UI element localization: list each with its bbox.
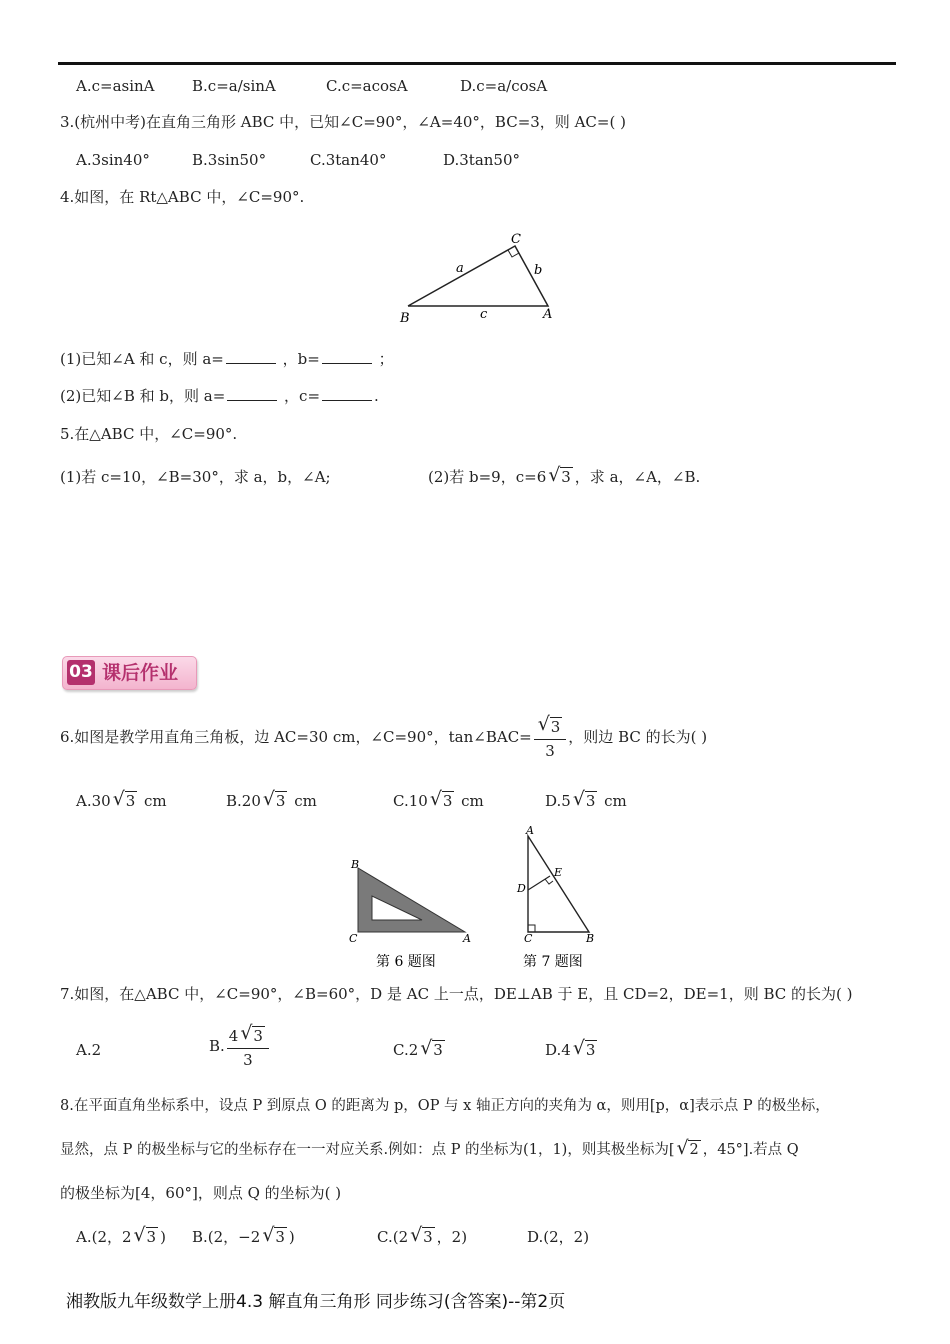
q6-option-a: A.30 √ 3 cm (76, 788, 167, 810)
section-badge (62, 656, 197, 690)
q4-part1-blank-a (226, 349, 276, 364)
q4-part1 (60, 349, 394, 369)
q4-label-side-c: c (480, 307, 488, 322)
q4-part1-text: (1)已知∠A 和 c，则 a= (60, 350, 224, 368)
q8-option-b: B.(2，−2 √ 3 ) (192, 1224, 295, 1246)
fig6-label-b: B (351, 858, 360, 871)
q3-option-b: B.3sin50° (192, 151, 267, 169)
q4-label-side-b: b (534, 263, 543, 278)
q6-option-b: B.20 √ 3 cm (226, 788, 317, 810)
fig7-de-segment (528, 876, 550, 890)
q6-option-d: D.5 √ 3 cm (545, 788, 627, 810)
q4-part1-text-b: ，b= (282, 350, 320, 368)
q5-stem: 5.在△ABC 中，∠C=90°. (60, 425, 238, 443)
q6-frac-radicand: 3 (550, 717, 561, 736)
header-rule (58, 62, 896, 65)
sqrt-symbol: √ 3 (548, 464, 571, 486)
q7-option-b: B. 4 √ 3 3 (209, 1024, 271, 1070)
fig7-label-b: B (586, 932, 595, 945)
q7-stem: 7.如图，在△ABC 中，∠C=90°，∠B=60°，D 是 AC 上一点，DE⊥AB 于 E，且 CD=2，DE=1，则 BC 的长为( ) (60, 985, 853, 1003)
q4-label-b-vertex: B (400, 311, 410, 326)
fig7-right-angle-c (528, 925, 535, 932)
fig6-label-c: C (349, 932, 358, 945)
q3-option-c: C.3tan40° (310, 151, 387, 169)
q4-label-c-vertex: C (511, 232, 521, 247)
q2-option-d: D.c=a/cosA (460, 77, 548, 95)
q8-line2: 显然，点 P 的极坐标与它的坐标存在一一对应关系.例如：点 P 的坐标为(1，1)，则其极坐标为[ √ 2 ，45°].若点 Q (60, 1137, 799, 1159)
fig6-label-a: A (463, 932, 471, 945)
q5-part1: (1)若 c=10，∠B=30°，求 a，b，∠A; (60, 468, 331, 486)
fig7-caption: 第 7 题图 (523, 954, 583, 970)
q4-triangle-figure (390, 228, 570, 328)
q3-option-d: D.3tan50° (443, 151, 521, 169)
q8-option-c: C.(2 √ 3 ，2) (377, 1224, 468, 1246)
q4-triangle (408, 246, 548, 306)
q3-option-a: A.3sin40° (76, 151, 150, 169)
fig7-label-a: A (526, 824, 534, 837)
q6-stem-text: 6.如图是教学用直角三角板，边 AC=30 cm，∠C=90°，tan∠BAC= (60, 728, 532, 746)
q6-stem (60, 714, 707, 761)
q7-option-c: C.2 √ 3 (393, 1037, 443, 1059)
q3-stem: 3.(杭州中考)在直角三角形 ABC 中，已知∠C=90°，∠A=40°，BC=3，则 AC=( ) (60, 113, 626, 131)
fig7-label-e: E (554, 866, 563, 879)
q6-fraction: √ 3 3 (534, 716, 567, 761)
q4-label-a-vertex: A (543, 307, 553, 322)
q4-part1-blank-b (322, 349, 372, 364)
q2-option-c: C.c=acosA (326, 77, 408, 95)
fig7-label-d: D (517, 882, 526, 895)
q6-option-c: C.10 √ 3 cm (393, 788, 484, 810)
q4-part2-text: (2)已知∠B 和 b，则 a= (60, 387, 226, 405)
fig6-caption: 第 6 题图 (376, 954, 436, 970)
q4-part2-end: . (374, 387, 379, 405)
q5-part2-text: (2)若 b=9，c=6 (428, 468, 547, 486)
q4-stem: 4.如图，在 Rt△ABC 中，∠C=90°. (60, 188, 305, 206)
q4-part2-text-c: ，c= (284, 387, 321, 405)
q4-label-side-a: a (456, 261, 464, 276)
section-title: 课后作业 (102, 662, 179, 684)
q8-line1: 8.在平面直角坐标系中，设点 P 到原点 O 的距离为 p，OP 与 x 轴正方向的夹角为 α，则用[p，α]表示点 P 的极坐标， (60, 1098, 830, 1114)
q8-line3: 的极坐标为[4，60°]，则点 Q 的坐标为( ) (60, 1184, 342, 1202)
section-number: 03 (67, 660, 95, 685)
q7-option-a: A.2 (76, 1041, 102, 1059)
q7-option-d: D.4 √ 3 (545, 1037, 596, 1059)
q4-part2-blank-c (322, 386, 372, 401)
q8-option-d: D.(2，2) (527, 1228, 590, 1246)
q4-part2 (60, 386, 379, 406)
q4-part1-end: ； (378, 350, 394, 368)
q6-stem-tail: ，则边 BC 的长为( ) (568, 728, 708, 746)
figures-6-7 (340, 824, 620, 974)
q5-part2-radicand: 3 (561, 468, 571, 486)
q2-option-b: B.c=a/sinA (192, 77, 276, 95)
q8-option-a: A.(2，2 √ 3 ) (76, 1224, 166, 1246)
q6-frac-denominator: 3 (545, 741, 555, 760)
q4-part2-blank-a (227, 386, 277, 401)
page-footer: 湘教版九年级数学上册4.3 解直角三角形 同步练习(含答案)--第2页 (66, 1292, 566, 1312)
fig7-right-angle-e (545, 879, 553, 884)
q5-part2 (428, 464, 701, 487)
q5-part2-tail: ，求 a，∠A，∠B. (574, 468, 701, 486)
q2-option-a: A.c=asinA (76, 77, 155, 95)
fig7-label-c: C (524, 932, 533, 945)
